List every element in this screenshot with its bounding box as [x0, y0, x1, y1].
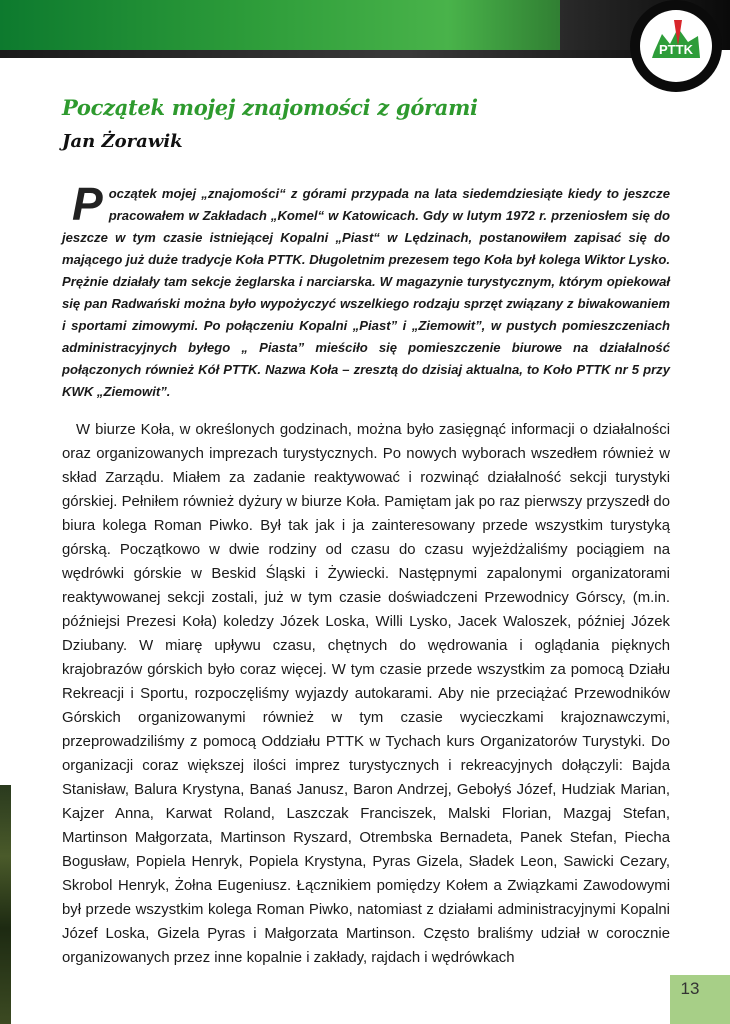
article-title: Początek mojej znajomości z górami — [62, 95, 478, 120]
pttk-emblem-icon — [644, 14, 708, 78]
page-number-box — [670, 975, 730, 1024]
lead-paragraph — [62, 178, 670, 403]
article-author: Jan Żorawik — [62, 131, 183, 152]
page-number: 13 — [680, 979, 700, 998]
header-band — [0, 0, 730, 62]
edge-photo-strip — [0, 785, 11, 1024]
pttk-logo — [630, 0, 722, 92]
header-green-band — [0, 0, 640, 50]
body-paragraph: W biurze Koła, w określonych godzinach, można było zasięgnąć informacji o działalności oraz organizowanych imprezach turystycznych. Po nowych wyborach wszedłem również w skład Zarządu. Miałem za zadanie reaktywować i rozwinąć działalność sekcji turystyki górskiej. Pełniłem również dyżury w biurze Koła. Pamiętam jak po raz pierwszy przyszedł do biura kolega Roman Piwko. Był tak jak i ja zainteresowany przede wszystkim turystyką górską. Początkowo w dwie rodziny od czasu do czasu wyjeżdżaliśmy pociągiem na wędrówki górskie w Beskid Śląski i Żywiecki. Następnymi zapalonymi organizatorami reaktywowanej sekcji zostali, już w tym czasie doświadczeni Przewodnicy Górscy, (m.in. późniejsi Prezesi Koła) koledzy Józek Loska, Willi Lysko, Jacek Waloszek, później Józek Dziubany. W miarę upływu czasu, chętnych do wędrowania i oglądania pięknych krajobrazów górskich było coraz więcej. W tym czasie przede wszystkim za pomocą Działu Rekreacji i Sportu, rozpoczęliśmy wyjazdy autokarami. Aby nie przeciążać Przewodników Górskich organizowanymi również w tym czasie wycieczkami krajoznawczymi, przeprowadziliśmy z pomocą Oddziału PTTK w Tychach kurs Organizatorów Turystyki. Do organizacji coraz większej ilości imprez turystycznych i rekreacyjnych dołączyli: Bajda Stanisław, Balura Krystyna, Banaś Janusz, Baron Andrzej, Gebołyś Józef, Hudziak Marian, Kajzer Anna, Karwat Roland, Laszczak Franciszek, Malski Florian, Mazgaj Stefan, Martinson Małgorzata, Martinson Ryszard, Otrembska Bernadeta, Panek Stefan, Piecha Bogusław, Popiela Henryk, Popiela Krystyna, Pyras Gizela, Sładek Leon, Sawicki Cezary, Skrobol Henryk, Żołna Eugeniusz. Łącznikiem pomiędzy Kołem a Związkami Zawodowymi był przede wszystkim kolega Roman Piwko, natomiast z działami administracyjnymi Kopalni Józef Loska, Gizela Pyras i Małgorzata Martinson. Często braliśmy udział w corocznie organizowanych przez inne kopalnie i zakłady, rajdach i wędrówkach — [62, 422, 670, 966]
pttk-logo-inner — [640, 10, 712, 82]
drop-cap: P — [72, 178, 103, 230]
header-stripe — [0, 50, 680, 58]
lead-text: oczątek mojej „znajomości“ z górami przypada na lata siedemdziesiąte kiedy to jeszcze pracowałem w Zakładach „Komel“ w Katowicach. Gdy w lutym 1972 r. przeniosłem się do jeszcze w tym czasie istniejącej Kopalni „Piast“ w Lędzinach, postanowiłem zapisać się do mającego już duże tradycje Koła PTTK. Długoletnim prezesem tego Koła był kolega Wiktor Lysko. Prężnie działały tam sekcje żeglarska i narciarska. W magazynie turystycznym, którym opiekował się pan Radwański można było wypożyczyć wszelkiego rodzaju sprzęt związany z biwakowaniem i sportami zimowymi. Po połączeniu Kopalni „Piast” i „Ziemowit”, w pustych pomieszczeniach administracyjnych byłego „ Piasta” mieściło się pomieszczenie biurowe na działalność połączonych również Kół PTTK. Nazwa Koła – zresztą do dzisiaj aktualna, to Koło PTTK nr 5 przy KWK „Ziemowit”. — [62, 186, 670, 399]
logo-text: PTTK — [659, 42, 693, 57]
